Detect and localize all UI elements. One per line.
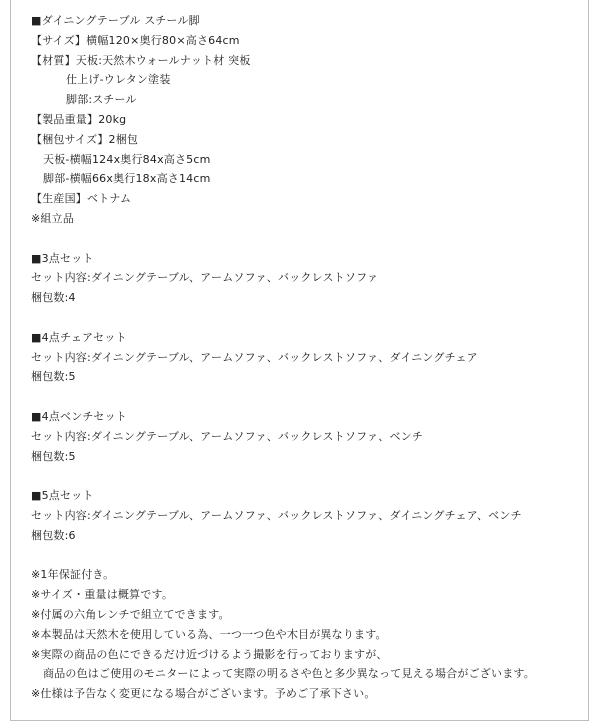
note-approx: ※サイズ・重量は概算です。 [31,588,174,602]
spec-finish: 仕上げ-ウレタン塗装 [66,73,171,87]
set-title: ■4点ベンチセット [31,409,127,423]
set-packages: 梱包数:5 [31,449,76,463]
spec-legs: 脚部:スチール [66,93,137,107]
set-contents: セット内容:ダイニングテーブル、アームソファ、バックレストソファ、ダイニングチェア [31,350,478,364]
set-contents: セット内容:ダイニングテーブル、アームソファ、バックレストソファ、ダイニングチェア、ベンチ [31,508,522,522]
note-monitor: 商品の色はご使用のモニターによって実際の明るさや色と多少異なって見える場合がございます。 [43,667,535,681]
note-wrench: ※付属の六角レンチで組立てできます。 [31,607,230,621]
set-contents: セット内容:ダイニングテーブル、アームソファ、バックレストソファ、ベンチ [31,429,424,443]
set-packages: 梱包数:5 [31,370,76,384]
spec-package-legs: 脚部-横幅66x奥行18x高さ14cm [43,172,211,186]
spec-title: ■ダイニングテーブル スチール脚 [31,14,200,27]
set-block-4-chair [31,328,581,387]
spec-size: 【サイズ】横幅120×奥行80×高さ64cm [31,33,240,47]
set-block-3 [31,249,581,308]
spec-package: 【梱包サイズ】2梱包 [31,132,139,146]
note-natural-wood: ※本製品は天然木を使用している為、一つ一つ色や木目が異なります。 [31,627,387,641]
set-contents: セット内容:ダイニングテーブル、アームソファ、バックレストソファ [31,271,379,285]
spec-weight: 【製品重量】20kg [31,112,127,126]
note-warranty: ※1年保証付き。 [31,568,115,582]
product-spec-content [31,11,581,704]
spec-package-top: 天板-横幅124x奥行84x高さ5cm [43,152,211,166]
spec-material: 【材質】天板:天然木ウォールナット材 突板 [31,53,251,67]
table-spec-block [31,11,581,229]
spec-assembly: ※組立品 [31,211,75,225]
note-color-photo: ※実際の商品の色にできるだけ近づけるよう撮影を行っておりますが、 [31,647,388,661]
notes-block [31,565,581,704]
set-packages: 梱包数:6 [31,528,76,542]
set-block-5 [31,486,581,545]
set-block-4-bench [31,407,581,466]
note-spec-change: ※仕様は予告なく変更になる場合がございます。予めご了承下さい。 [31,687,376,701]
set-packages: 梱包数:4 [31,291,76,305]
set-title: ■4点チェアセット [31,330,127,344]
spec-origin: 【生産国】ベトナム [31,192,132,206]
set-title: ■3点セット [31,251,94,265]
set-title: ■5点セット [31,489,94,503]
